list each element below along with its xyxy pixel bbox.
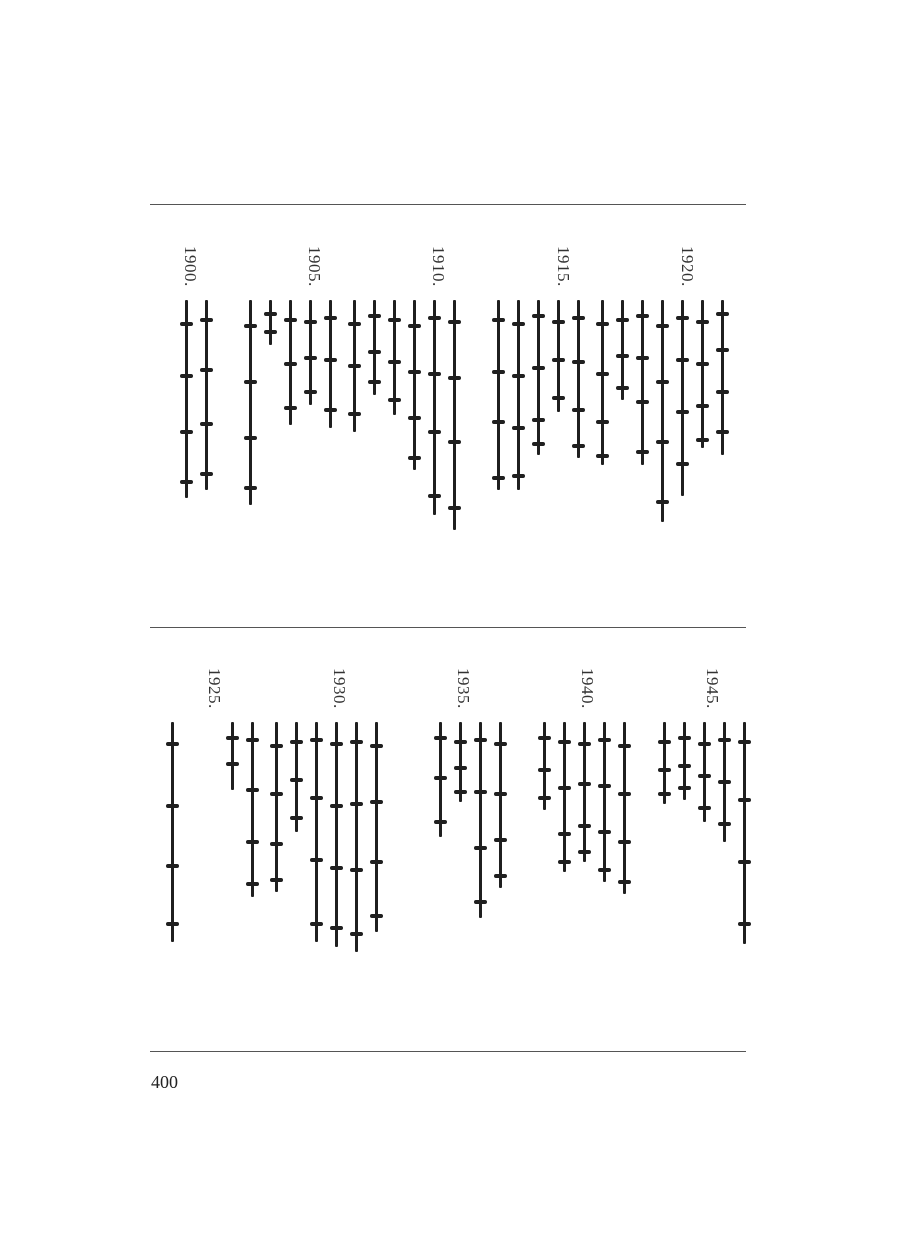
script-line [492, 300, 505, 490]
script-line [532, 300, 545, 455]
middle-rule [150, 627, 746, 628]
year-label-1910: 1910. [429, 246, 448, 287]
script-line [448, 300, 461, 530]
script-line [166, 722, 179, 942]
year-label-1930: 1930. [330, 668, 349, 709]
script-line [264, 300, 277, 345]
script-line [246, 722, 259, 897]
script-line [226, 722, 239, 790]
script-line [598, 722, 611, 882]
script-line [304, 300, 317, 405]
script-line [578, 722, 591, 862]
script-line [552, 300, 565, 412]
script-line [636, 300, 649, 465]
script-line [324, 300, 337, 428]
year-label-1945: 1945. [703, 668, 722, 709]
script-line [388, 300, 401, 415]
script-line [676, 300, 689, 496]
script-line [200, 300, 213, 490]
script-line [494, 722, 507, 888]
script-line [284, 300, 297, 425]
script-line [180, 300, 193, 498]
script-line [330, 722, 343, 947]
script-line [558, 722, 571, 872]
script-line [290, 722, 303, 832]
year-label-1900: 1900. [181, 246, 200, 287]
script-line [718, 722, 731, 842]
script-line [572, 300, 585, 458]
script-line [656, 300, 669, 522]
script-line [408, 300, 421, 470]
script-line [698, 722, 711, 822]
bottom-rule [150, 1051, 746, 1052]
script-line [716, 300, 729, 455]
script-line [538, 722, 551, 810]
script-line [512, 300, 525, 490]
top-rule [150, 204, 746, 205]
year-label-1940: 1940. [578, 668, 597, 709]
script-line [618, 722, 631, 894]
script-line [350, 722, 363, 952]
year-label-1915: 1915. [554, 246, 573, 287]
script-line [616, 300, 629, 400]
script-line [658, 722, 671, 804]
page-number: 400 [151, 1072, 178, 1092]
script-line [370, 722, 383, 932]
script-line [596, 300, 609, 465]
script-line [474, 722, 487, 918]
script-line [696, 300, 709, 448]
year-label-1905: 1905. [305, 246, 324, 287]
year-label-1935: 1935. [454, 668, 473, 709]
script-line [348, 300, 361, 432]
year-label-1920: 1920. [678, 246, 697, 287]
script-line [310, 722, 323, 942]
script-line [678, 722, 691, 800]
script-line [244, 300, 257, 505]
script-line [270, 722, 283, 892]
script-line [454, 722, 467, 802]
year-label-1925: 1925. [205, 668, 224, 709]
script-line [428, 300, 441, 515]
script-line [368, 300, 381, 395]
script-line [738, 722, 751, 944]
script-line [434, 722, 447, 837]
